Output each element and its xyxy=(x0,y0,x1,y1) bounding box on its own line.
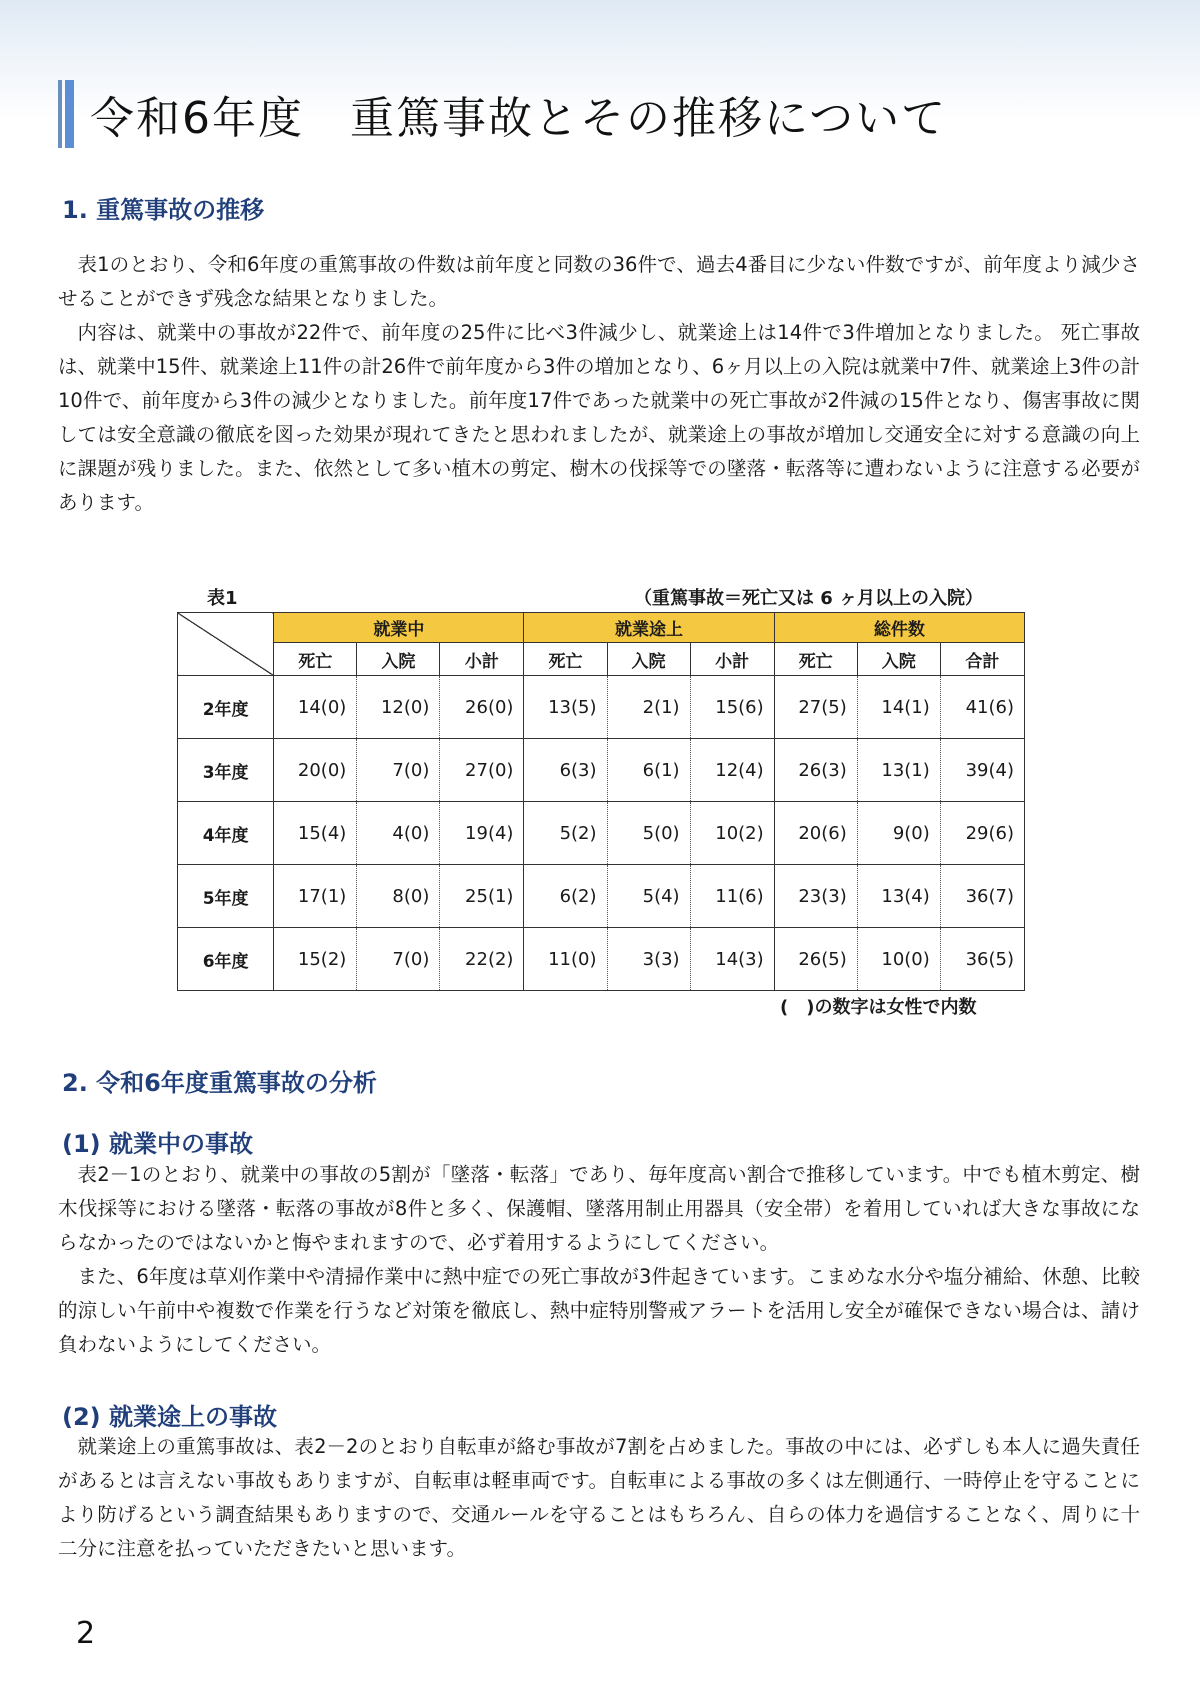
table-cell: 15(6) xyxy=(690,676,774,739)
table-cell: 36(7) xyxy=(940,865,1024,928)
table-cell: 3(3) xyxy=(607,928,690,991)
table-cell: 6(3) xyxy=(524,739,607,802)
table-cell: 5(2) xyxy=(524,802,607,865)
table-cell: 13(5) xyxy=(524,676,607,739)
page-title: 令和6年度 重篤事故とその推移について xyxy=(90,93,948,144)
table-cell: 20(6) xyxy=(774,802,857,865)
table-cell: 9(0) xyxy=(857,802,940,865)
table-cell: 11(0) xyxy=(524,928,607,991)
page-title-block xyxy=(58,80,947,148)
table-cell: 20(0) xyxy=(274,739,357,802)
row-year-label: 2年度 xyxy=(178,676,274,739)
group-header: 就業途上 xyxy=(524,613,774,643)
table-body xyxy=(178,676,1025,991)
table-cell: 4(0) xyxy=(357,802,440,865)
section1-paragraph: 表1のとおり、令和6年度の重篤事故の件数は前年度と同数の36件で、過去4番目に少ない件数ですが、前年度より減少させることができず残念な結果となりました。 xyxy=(58,253,1140,310)
table-cell: 36(5) xyxy=(940,928,1024,991)
sub1-paragraph: 表2－1のとおり、就業中の事故の5割が「墜落・転落」であり、毎年度高い割合で推移しています。中でも植木剪定、樹木伐採等における墜落・転落の事故が8件と多く、保護帽、墜落用制止用器具（安全帯）を着用していれば大きな事故にならなかったのではないかと悔やまれますので、必ず着用するようにしてください。 xyxy=(58,1163,1140,1254)
column-header: 小計 xyxy=(440,643,524,676)
section2-sub2-body xyxy=(58,1430,1140,1566)
table-cell: 2(1) xyxy=(607,676,690,739)
table-corner-cell xyxy=(178,613,274,676)
table-cell: 25(1) xyxy=(440,865,524,928)
row-year-label: 5年度 xyxy=(178,865,274,928)
table1-caption: 表1 xyxy=(207,588,238,609)
row-year-label: 6年度 xyxy=(178,928,274,991)
table-row xyxy=(178,928,1025,991)
column-header: 小計 xyxy=(690,643,774,676)
table-cell: 27(0) xyxy=(440,739,524,802)
table-cell: 12(4) xyxy=(690,739,774,802)
table-cell: 5(0) xyxy=(607,802,690,865)
sub1-paragraph: また、6年度は草刈作業中や清掃作業中に熱中症での死亡事故が3件起きています。こまめな水分や塩分補給、休憩、比較的涼しい午前中や複数で作業を行うなど対策を徹底し、熱中症特別警戒アラートを活用し安全が確保できない場合は、請け負わないようにしてください。 xyxy=(58,1265,1140,1356)
column-header: 合計 xyxy=(940,643,1024,676)
table-cell: 14(3) xyxy=(690,928,774,991)
table-cell: 14(1) xyxy=(857,676,940,739)
table-row xyxy=(178,676,1025,739)
section1-heading: 1. 重篤事故の推移 xyxy=(62,196,265,224)
table-cell: 6(2) xyxy=(524,865,607,928)
section1-paragraph: 内容は、就業中の事故が22件で、前年度の25件に比べ3件減少し、就業途上は14件で3件増加となりました。 死亡事故は、就業中15件、就業途上11件の計26件で前年度から3件の増加となり、6ヶ月以上の入院は就業中7件、就業途上3件の計10件で、前年度から3件の減少となりました。前年度17件であった就業中の死亡事故が2件減の15件となり、傷害事故に関しては安全意識の徹底を図った効果が現れてきたと思われましたが、就業途上の事故が増加し交通安全に対する意識の向上に課題が残りました。また、依然として多い植木の剪定、樹木の伐採等での墜落・転落等に遭わないように注意する必要があります。 xyxy=(58,321,1140,514)
table-cell: 27(5) xyxy=(774,676,857,739)
table-cell: 13(4) xyxy=(857,865,940,928)
section2-sub1-heading: (1) 就業中の事故 xyxy=(62,1130,253,1158)
table-cell: 6(1) xyxy=(607,739,690,802)
row-year-label: 4年度 xyxy=(178,802,274,865)
column-header: 入院 xyxy=(607,643,690,676)
table1-definition: （重篤事故＝死亡又は 6 ヶ月以上の入院） xyxy=(634,588,984,609)
group-header: 就業中 xyxy=(274,613,524,643)
table-cell: 5(4) xyxy=(607,865,690,928)
table-row xyxy=(178,739,1025,802)
column-header: 入院 xyxy=(857,643,940,676)
section2-sub1-body xyxy=(58,1158,1140,1362)
table-cell: 15(2) xyxy=(274,928,357,991)
table-cell: 23(3) xyxy=(774,865,857,928)
page-number: 2 xyxy=(76,1616,96,1651)
column-header: 死亡 xyxy=(774,643,857,676)
table-row xyxy=(178,802,1025,865)
table-cell: 12(0) xyxy=(357,676,440,739)
table-cell: 10(2) xyxy=(690,802,774,865)
table-cell: 26(0) xyxy=(440,676,524,739)
accident-table xyxy=(177,612,1025,991)
table-cell: 17(1) xyxy=(274,865,357,928)
table-cell: 13(1) xyxy=(857,739,940,802)
table-cell: 29(6) xyxy=(940,802,1024,865)
column-header: 死亡 xyxy=(524,643,607,676)
table-cell: 39(4) xyxy=(940,739,1024,802)
table-cell: 41(6) xyxy=(940,676,1024,739)
table-cell: 11(6) xyxy=(690,865,774,928)
table-row xyxy=(178,865,1025,928)
table-cell: 19(4) xyxy=(440,802,524,865)
sub2-paragraph: 就業途上の重篤事故は、表2－2のとおり自転車が絡む事故が7割を占めました。事故の中には、必ずしも本人に過失責任があるとは言えない事故もありますが、自転車は軽車両です。自転車による事故の多くは左側通行、一時停止を守ることにより防げるという調査結果もありますので、交通ルールを守ることはもちろん、自らの体力を過信することなく、周りに十二分に注意を払っていただきたいと思います。 xyxy=(58,1435,1140,1560)
table-cell: 26(5) xyxy=(774,928,857,991)
section1-body xyxy=(58,248,1140,520)
group-header: 総件数 xyxy=(774,613,1024,643)
table-cell: 26(3) xyxy=(774,739,857,802)
table-cell: 10(0) xyxy=(857,928,940,991)
corner-diagonal xyxy=(178,613,273,675)
table-cell: 22(2) xyxy=(440,928,524,991)
table-cell: 15(4) xyxy=(274,802,357,865)
title-accent-bar xyxy=(58,80,74,148)
table-cell: 7(0) xyxy=(357,739,440,802)
column-header: 入院 xyxy=(357,643,440,676)
table1-note: ( )の数字は女性で内数 xyxy=(780,997,977,1018)
column-header: 死亡 xyxy=(274,643,357,676)
section2-sub2-heading: (2) 就業途上の事故 xyxy=(62,1403,277,1431)
table-cell: 7(0) xyxy=(357,928,440,991)
row-year-label: 3年度 xyxy=(178,739,274,802)
table-cell: 14(0) xyxy=(274,676,357,739)
section2-heading: 2. 令和6年度重篤事故の分析 xyxy=(62,1069,377,1097)
table-cell: 8(0) xyxy=(357,865,440,928)
